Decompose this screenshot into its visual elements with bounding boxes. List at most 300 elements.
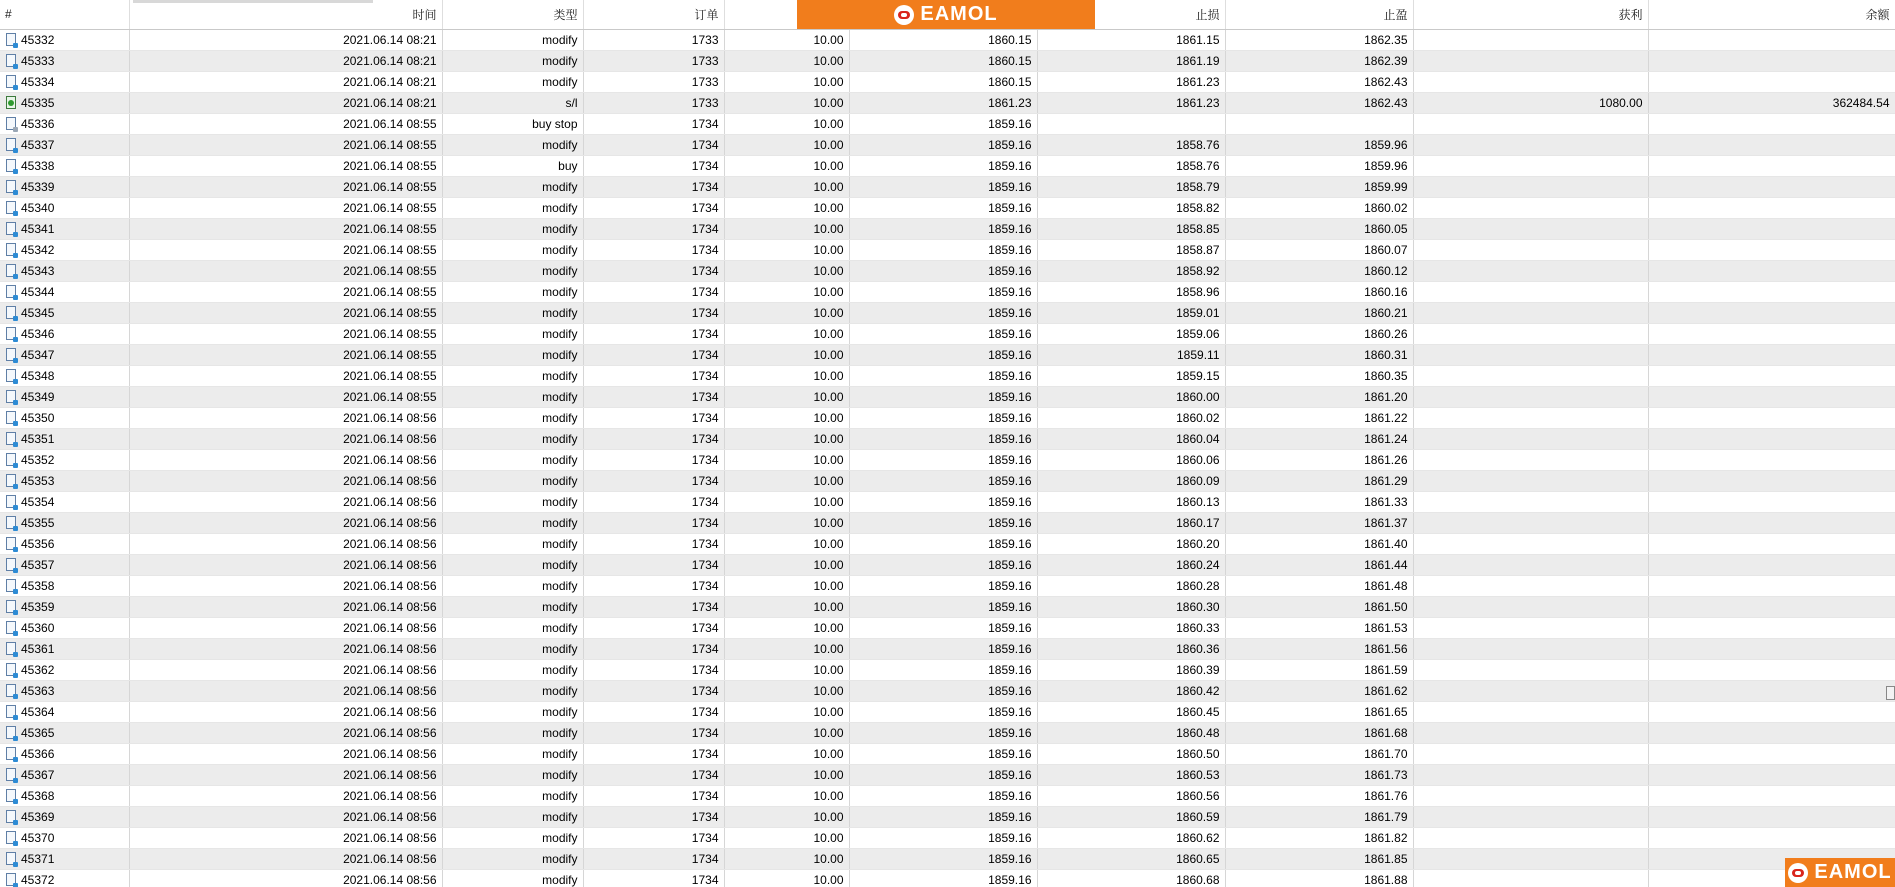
stop-loss-cell: 1860.68 [1037, 869, 1225, 887]
table-row[interactable] [0, 176, 1895, 197]
volume-cell: 10.00 [724, 92, 849, 113]
column-header-id[interactable]: # [0, 0, 129, 29]
table-row[interactable] [0, 302, 1895, 323]
deal-id-cell [0, 176, 129, 197]
volume-cell: 10.00 [724, 407, 849, 428]
order-cell: 1734 [583, 281, 724, 302]
type-cell: modify [442, 260, 583, 281]
price-cell: 1859.16 [849, 869, 1037, 887]
price-cell: 1859.16 [849, 197, 1037, 218]
type-cell: modify [442, 848, 583, 869]
column-header-type[interactable]: 类型 [442, 0, 583, 29]
profit-cell [1413, 260, 1648, 281]
volume-cell: 10.00 [724, 491, 849, 512]
modify-doc-icon [6, 642, 16, 655]
table-row[interactable] [0, 596, 1895, 617]
take-profit-cell: 1859.99 [1225, 176, 1413, 197]
modify-doc-icon [6, 705, 16, 718]
table-row[interactable] [0, 533, 1895, 554]
deal-id-cell [0, 617, 129, 638]
modify-doc-icon [6, 180, 16, 193]
time-cell: 2021.06.14 08:56 [129, 554, 442, 575]
take-profit-cell: 1860.31 [1225, 344, 1413, 365]
column-header-stop-loss[interactable]: 止损 [1037, 0, 1225, 29]
modify-doc-icon [6, 516, 16, 529]
time-cell: 2021.06.14 08:56 [129, 764, 442, 785]
volume-cell: 10.00 [724, 848, 849, 869]
modify-doc-icon [6, 369, 16, 382]
deal-id-label: 45366 [21, 746, 55, 761]
profit-cell [1413, 491, 1648, 512]
table-row[interactable] [0, 470, 1895, 491]
type-cell: modify [442, 302, 583, 323]
balance-cell [1648, 50, 1895, 71]
modify-doc-icon [6, 138, 16, 151]
deal-id-cell [0, 701, 129, 722]
stop-loss-cell: 1860.09 [1037, 470, 1225, 491]
type-cell: modify [442, 239, 583, 260]
balance-cell [1648, 785, 1895, 806]
deal-id-label: 45334 [21, 74, 55, 89]
balance-cell [1648, 407, 1895, 428]
order-cell: 1733 [583, 71, 724, 92]
balance-cell [1648, 365, 1895, 386]
time-cell: 2021.06.14 08:56 [129, 806, 442, 827]
modify-doc-icon [6, 432, 16, 445]
order-cell: 1734 [583, 638, 724, 659]
order-cell: 1734 [583, 722, 724, 743]
table-row[interactable] [0, 659, 1895, 680]
price-cell: 1860.15 [849, 50, 1037, 71]
table-row[interactable] [0, 449, 1895, 470]
modify-doc-icon [6, 390, 16, 403]
balance-cell [1648, 281, 1895, 302]
column-header-profit[interactable]: 获利 [1413, 0, 1648, 29]
table-row[interactable] [0, 638, 1895, 659]
stop-loss-cell: 1859.15 [1037, 365, 1225, 386]
time-cell: 2021.06.14 08:55 [129, 155, 442, 176]
brand-banner-text: EAMOL [920, 3, 998, 25]
modify-doc-icon [6, 810, 16, 823]
table-row[interactable] [0, 281, 1895, 302]
price-cell: 1861.23 [849, 92, 1037, 113]
balance-cell [1648, 680, 1895, 701]
modify-doc-icon [6, 579, 16, 592]
modify-doc-icon [6, 453, 16, 466]
volume-cell: 10.00 [724, 428, 849, 449]
price-cell: 1859.16 [849, 470, 1037, 491]
type-cell: modify [442, 806, 583, 827]
type-cell: modify [442, 218, 583, 239]
table-row[interactable] [0, 491, 1895, 512]
table-row[interactable] [0, 365, 1895, 386]
table-row[interactable] [0, 827, 1895, 848]
order-cell: 1734 [583, 533, 724, 554]
price-cell: 1859.16 [849, 764, 1037, 785]
time-cell: 2021.06.14 08:56 [129, 596, 442, 617]
table-row[interactable] [0, 260, 1895, 281]
modify-doc-icon [6, 33, 16, 46]
stop-loss-cell: 1861.19 [1037, 50, 1225, 71]
order-cell: 1734 [583, 554, 724, 575]
time-cell: 2021.06.14 08:56 [129, 533, 442, 554]
table-row[interactable] [0, 407, 1895, 428]
deal-id-cell [0, 680, 129, 701]
table-row[interactable] [0, 617, 1895, 638]
stop-loss-cell: 1861.23 [1037, 92, 1225, 113]
deal-id-label: 45333 [21, 53, 55, 68]
deal-id-label: 45367 [21, 767, 55, 782]
table-row[interactable] [0, 239, 1895, 260]
deal-id-cell [0, 344, 129, 365]
table-row[interactable] [0, 155, 1895, 176]
stop-loss-cell: 1860.62 [1037, 827, 1225, 848]
order-cell: 1734 [583, 113, 724, 134]
deal-id-label: 45371 [21, 851, 55, 866]
profit-cell [1413, 134, 1648, 155]
deal-id-cell [0, 428, 129, 449]
order-cell: 1734 [583, 764, 724, 785]
balance-cell [1648, 134, 1895, 155]
modify-doc-icon [6, 243, 16, 256]
order-cell: 1734 [583, 407, 724, 428]
time-cell: 2021.06.14 08:56 [129, 575, 442, 596]
balance-cell [1648, 239, 1895, 260]
time-cell: 2021.06.14 08:55 [129, 239, 442, 260]
profit-cell [1413, 323, 1648, 344]
deal-id-cell [0, 638, 129, 659]
deal-id-cell [0, 554, 129, 575]
type-cell: modify [442, 449, 583, 470]
take-profit-cell: 1861.85 [1225, 848, 1413, 869]
take-profit-cell: 1861.22 [1225, 407, 1413, 428]
table-row[interactable] [0, 344, 1895, 365]
time-cell: 2021.06.14 08:56 [129, 869, 442, 887]
time-cell: 2021.06.14 08:56 [129, 512, 442, 533]
take-profit-cell: 1861.33 [1225, 491, 1413, 512]
profit-cell [1413, 533, 1648, 554]
take-profit-cell: 1860.26 [1225, 323, 1413, 344]
table-row[interactable] [0, 722, 1895, 743]
modify-doc-icon [6, 285, 16, 298]
take-profit-cell: 1860.35 [1225, 365, 1413, 386]
table-row[interactable] [0, 785, 1895, 806]
modify-doc-icon [6, 264, 16, 277]
profit-cell [1413, 869, 1648, 887]
deal-id-label: 45332 [21, 32, 55, 47]
stop-loss-cell: 1858.79 [1037, 176, 1225, 197]
deal-id-cell [0, 512, 129, 533]
profit-cell: 1080.00 [1413, 92, 1648, 113]
table-row[interactable] [0, 848, 1895, 869]
balance-cell [1648, 617, 1895, 638]
deal-id-label: 45369 [21, 809, 55, 824]
take-profit-cell: 1861.65 [1225, 701, 1413, 722]
balance-cell [1648, 155, 1895, 176]
volume-cell: 10.00 [724, 827, 849, 848]
volume-cell: 10.00 [724, 344, 849, 365]
take-profit-cell: 1861.20 [1225, 386, 1413, 407]
take-profit-cell: 1861.48 [1225, 575, 1413, 596]
deal-id-label: 45347 [21, 347, 55, 362]
time-cell: 2021.06.14 08:55 [129, 365, 442, 386]
price-cell: 1859.16 [849, 134, 1037, 155]
stop-loss-cell: 1860.28 [1037, 575, 1225, 596]
stop-loss-cell: 1859.01 [1037, 302, 1225, 323]
table-row[interactable] [0, 386, 1895, 407]
order-cell: 1734 [583, 869, 724, 887]
take-profit-cell: 1859.96 [1225, 155, 1413, 176]
volume-cell: 10.00 [724, 218, 849, 239]
stop-loss-cell: 1861.23 [1037, 71, 1225, 92]
stop-loss-cell: 1860.36 [1037, 638, 1225, 659]
modify-doc-icon [6, 852, 16, 865]
table-row[interactable] [0, 743, 1895, 764]
balance-cell [1648, 113, 1895, 134]
profit-cell [1413, 29, 1648, 50]
price-cell: 1859.16 [849, 302, 1037, 323]
volume-cell: 10.00 [724, 134, 849, 155]
time-cell: 2021.06.14 08:55 [129, 218, 442, 239]
deal-id-label: 45346 [21, 326, 55, 341]
order-cell: 1734 [583, 680, 724, 701]
volume-cell: 10.00 [724, 302, 849, 323]
modify-doc-icon [6, 54, 16, 67]
table-row[interactable] [0, 680, 1895, 701]
volume-cell: 10.00 [724, 197, 849, 218]
type-cell: modify [442, 428, 583, 449]
stop-loss-cell: 1858.76 [1037, 134, 1225, 155]
table-row[interactable] [0, 50, 1895, 71]
volume-cell: 10.00 [724, 617, 849, 638]
profit-cell [1413, 659, 1648, 680]
deal-id-label: 45361 [21, 641, 55, 656]
type-cell: modify [442, 470, 583, 491]
table-row[interactable] [0, 512, 1895, 533]
order-cell: 1734 [583, 323, 724, 344]
take-profit-cell: 1862.43 [1225, 92, 1413, 113]
order-cell: 1733 [583, 50, 724, 71]
type-cell: modify [442, 407, 583, 428]
stop-loss-cell: 1858.85 [1037, 218, 1225, 239]
profit-cell [1413, 827, 1648, 848]
volume-cell: 10.00 [724, 71, 849, 92]
time-cell: 2021.06.14 08:21 [129, 71, 442, 92]
modify-doc-icon [6, 747, 16, 760]
time-cell: 2021.06.14 08:56 [129, 470, 442, 491]
price-cell: 1860.15 [849, 29, 1037, 50]
take-profit-cell: 1860.07 [1225, 239, 1413, 260]
modify-doc-icon [6, 411, 16, 424]
deal-id-cell [0, 827, 129, 848]
deal-id-cell [0, 281, 129, 302]
profit-cell [1413, 344, 1648, 365]
take-profit-cell: 1860.05 [1225, 218, 1413, 239]
stop-loss-cell: 1858.76 [1037, 155, 1225, 176]
profit-cell [1413, 680, 1648, 701]
type-cell: s/l [442, 92, 583, 113]
price-cell: 1859.16 [849, 491, 1037, 512]
balance-cell [1648, 554, 1895, 575]
take-profit-cell: 1861.53 [1225, 617, 1413, 638]
stop-loss-cell [1037, 113, 1225, 134]
balance-cell [1648, 197, 1895, 218]
price-cell: 1860.15 [849, 71, 1037, 92]
table-row[interactable] [0, 764, 1895, 785]
type-cell: modify [442, 533, 583, 554]
balance-cell [1648, 71, 1895, 92]
take-profit-cell: 1860.16 [1225, 281, 1413, 302]
deal-id-label: 45352 [21, 452, 55, 467]
balance-cell [1648, 764, 1895, 785]
order-cell: 1734 [583, 176, 724, 197]
table-row[interactable] [0, 806, 1895, 827]
take-profit-cell: 1862.35 [1225, 29, 1413, 50]
deal-id-label: 45353 [21, 473, 55, 488]
profit-cell [1413, 554, 1648, 575]
deal-id-label: 45365 [21, 725, 55, 740]
type-cell: modify [442, 29, 583, 50]
price-cell: 1859.16 [849, 281, 1037, 302]
order-cell: 1734 [583, 218, 724, 239]
take-profit-cell: 1861.24 [1225, 428, 1413, 449]
volume-cell: 10.00 [724, 764, 849, 785]
table-row[interactable] [0, 869, 1895, 887]
table-row[interactable] [0, 29, 1895, 50]
time-cell: 2021.06.14 08:56 [129, 743, 442, 764]
order-cell: 1734 [583, 785, 724, 806]
sl-doc-icon [6, 96, 16, 109]
modify-doc-icon [6, 600, 16, 613]
scrollbar-thumb[interactable] [1886, 686, 1895, 700]
brand-watermark [1785, 858, 1895, 887]
deal-id-cell [0, 806, 129, 827]
table-row[interactable] [0, 71, 1895, 92]
deal-id-cell [0, 596, 129, 617]
type-cell: modify [442, 176, 583, 197]
modify-doc-icon [6, 348, 16, 361]
stop-loss-cell: 1858.92 [1037, 260, 1225, 281]
deal-id-label: 45351 [21, 431, 55, 446]
type-cell: modify [442, 617, 583, 638]
time-cell: 2021.06.14 08:56 [129, 701, 442, 722]
time-cell: 2021.06.14 08:21 [129, 50, 442, 71]
stop-loss-cell: 1859.06 [1037, 323, 1225, 344]
profit-cell [1413, 806, 1648, 827]
time-cell: 2021.06.14 08:55 [129, 197, 442, 218]
type-cell: modify [442, 638, 583, 659]
order-cell: 1734 [583, 344, 724, 365]
price-cell: 1859.16 [849, 575, 1037, 596]
balance-cell [1648, 470, 1895, 491]
stop-loss-cell: 1860.56 [1037, 785, 1225, 806]
profit-cell [1413, 407, 1648, 428]
stop-loss-cell: 1860.04 [1037, 428, 1225, 449]
deal-id-cell [0, 113, 129, 134]
column-header-take-profit[interactable]: 止盈 [1225, 0, 1413, 29]
balance-cell [1648, 806, 1895, 827]
type-cell: modify [442, 785, 583, 806]
modify-doc-icon [6, 474, 16, 487]
price-cell: 1859.16 [849, 407, 1037, 428]
modify-doc-icon [6, 873, 16, 886]
time-cell: 2021.06.14 08:21 [129, 92, 442, 113]
type-cell: modify [442, 197, 583, 218]
table-row[interactable] [0, 218, 1895, 239]
take-profit-cell: 1860.12 [1225, 260, 1413, 281]
type-cell: modify [442, 491, 583, 512]
deal-id-label: 45350 [21, 410, 55, 425]
profit-cell [1413, 50, 1648, 71]
deal-id-cell [0, 491, 129, 512]
order-cell: 1734 [583, 365, 724, 386]
table-row[interactable] [0, 428, 1895, 449]
deal-id-label: 45354 [21, 494, 55, 509]
deal-id-label: 45364 [21, 704, 55, 719]
type-cell: modify [442, 827, 583, 848]
order-cell: 1734 [583, 701, 724, 722]
profit-cell [1413, 764, 1648, 785]
deal-id-cell [0, 260, 129, 281]
deal-id-label: 45344 [21, 284, 55, 299]
modify-doc-icon [6, 537, 16, 550]
table-row[interactable] [0, 92, 1895, 113]
table-row[interactable] [0, 134, 1895, 155]
volume-cell: 10.00 [724, 659, 849, 680]
table-row[interactable] [0, 323, 1895, 344]
order-cell: 1734 [583, 512, 724, 533]
type-cell: modify [442, 701, 583, 722]
order-cell: 1734 [583, 617, 724, 638]
price-cell: 1859.16 [849, 386, 1037, 407]
type-cell: modify [442, 764, 583, 785]
profit-cell [1413, 428, 1648, 449]
deal-id-cell [0, 659, 129, 680]
modify-doc-icon [6, 789, 16, 802]
type-cell: modify [442, 575, 583, 596]
column-header-balance[interactable]: 余额 [1648, 0, 1895, 29]
column-header-time[interactable]: 时间 [129, 0, 442, 29]
price-cell: 1859.16 [849, 806, 1037, 827]
type-cell: modify [442, 659, 583, 680]
stop-loss-cell: 1860.59 [1037, 806, 1225, 827]
time-cell: 2021.06.14 08:55 [129, 386, 442, 407]
time-cell: 2021.06.14 08:56 [129, 638, 442, 659]
column-header-order[interactable]: 订单 [583, 0, 724, 29]
deal-id-label: 45339 [21, 179, 55, 194]
table-row[interactable] [0, 113, 1895, 134]
order-cell: 1734 [583, 239, 724, 260]
order-cell: 1734 [583, 134, 724, 155]
price-cell: 1859.16 [849, 218, 1037, 239]
profit-cell [1413, 596, 1648, 617]
take-profit-cell: 1861.50 [1225, 596, 1413, 617]
stop-loss-cell: 1860.06 [1037, 449, 1225, 470]
order-cell: 1734 [583, 386, 724, 407]
deal-id-cell [0, 239, 129, 260]
type-cell: modify [442, 281, 583, 302]
table-row[interactable] [0, 554, 1895, 575]
balance-cell [1648, 743, 1895, 764]
table-row[interactable] [0, 197, 1895, 218]
modify-doc-icon [6, 75, 16, 88]
deal-id-cell [0, 365, 129, 386]
deal-id-label: 45349 [21, 389, 55, 404]
profit-cell [1413, 743, 1648, 764]
table-row[interactable] [0, 701, 1895, 722]
table-row[interactable] [0, 575, 1895, 596]
volume-cell: 10.00 [724, 575, 849, 596]
